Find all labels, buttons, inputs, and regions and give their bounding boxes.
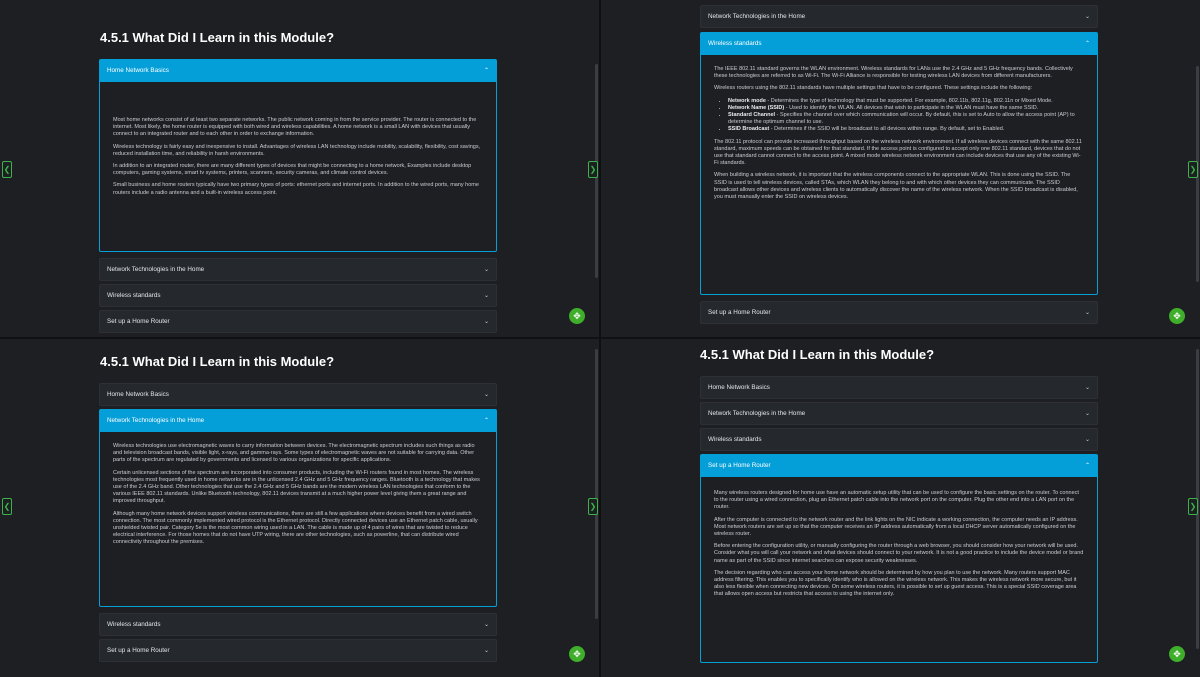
chevron-down-icon: ⌄ [1084, 437, 1090, 443]
chevron-right-icon: ❯ [589, 502, 597, 511]
navigation-fab-button[interactable] [569, 646, 585, 662]
navigation-fab-button[interactable] [1169, 308, 1185, 324]
paragraph: After the computer is connected to the network router and the link lights on the NIC indicate a working connection, the computer needs an IP address. Most network routers are set up so that the computer receives an IP address automatically from a local DHCP server automatically configured on the wireless router. [714, 516, 1078, 538]
accordion [700, 376, 1098, 669]
accordion-header-set-up-router[interactable] [700, 454, 1098, 477]
move-icon: ✥ [1173, 310, 1181, 321]
accordion-header-network-technologies[interactable] [99, 409, 497, 432]
accordion-label: Wireless standards [107, 621, 161, 628]
accordion-header-wireless-standards[interactable] [99, 284, 497, 307]
chevron-up-icon: ⌃ [1084, 41, 1090, 47]
list-item-text: - Used to identify the WLAN. All devices that wish to participate in the WLAN must have the same SSID. [784, 104, 1039, 111]
accordion-header-wireless-standards[interactable] [700, 32, 1098, 55]
accordion [99, 383, 497, 665]
list-item-term: Standard Channel [728, 112, 776, 119]
accordion-label: Home Network Basics [107, 67, 169, 74]
move-icon: ✥ [1173, 648, 1181, 659]
list-item [728, 105, 1084, 112]
panel-set-up-router [601, 339, 1200, 677]
paragraph: Wireless routers using the 802.11 standards have multiple settings that have to be configured. These settings include the following: [714, 85, 1033, 92]
panel-home-network-basics [0, 0, 599, 337]
paragraph: Although many home network devices support wireless communications, there are still a few applications where devices benefit from a wired switch connection. The most commonly implemented wired protocol is the Ethernet protocol. Directly connected devices use an Ethernet patch cable, usually unshielded twisted pair. Category 5e is the most common wiring used in a LAN. The cable is made up of 4 pairs of wires that are twisted to reduce electrical interference. For those homes that do not have UTP wiring, there are other technologies, such as powerline, that can distribute wired connectivity throughout the premises. [113, 510, 478, 546]
chevron-down-icon: ⌄ [483, 622, 489, 628]
paragraph: The IEEE 802.11 standard governs the WLAN environment. Wireless standards for LANs use the 2.4 GHz and 5 GHz frequency bands. Collectively these technologies are referred to as Wi-Fi. The Wi-Fi Alliance is responsible for testing wireless LAN devices from different manufacturers. [714, 66, 1073, 80]
list-item-term: SSID Broadcast [728, 126, 770, 133]
accordion-label: Home Network Basics [107, 391, 169, 398]
paragraph: Wireless technologies use electromagnetic waves to carry information between devices. The electromagnetic spectrum includes such things as radio and television broadcast bands, visible light, x-rays, and gamma-rays. Some types of electromagnetic waves are not suitable for carrying data. Other parts of the spectrum are regulated by governments and licensed to various organizations for specific applications. [113, 443, 475, 464]
paragraph: When building a wireless network, it is important that the wireless components connect to the appropriate WLAN. This is done using the SSID. The SSID is used to tell wireless devices, called STAs, which WLAN they belong to and with which other devices they can communicate. The SSID broadcast allows other devices and wireless clients to automatically discover the name of the wireless network. When the SSID broadcast is disabled, you must manually enter the SSID on wireless devices. [714, 172, 1078, 201]
accordion [99, 59, 497, 336]
scrollbar[interactable] [595, 349, 598, 619]
paragraph: Wireless technology is fairly easy and inexpensive to install. Advantages of wireless LAN technology include mobility, scalability, flexibility, cost savings, reduced installation time, and reliability in harsh environments. [113, 143, 481, 157]
chevron-down-icon: ⌄ [1084, 310, 1090, 316]
chevron-up-icon: ⌃ [483, 418, 489, 424]
paragraph: The decision regarding who can access your home network should be determined by how you plan to use the network. Many routers support MAC address filtering. This enables you to specifically identify who is allowed on the wireless network. This makes the wireless network more secure, but it also less flexible when connecting new devices. On some wireless routers, it is possible to set up guest access. This is a special SSID coverage area that allows open access but restricts that access to using the internet only. [714, 569, 1077, 598]
move-icon: ✥ [573, 648, 581, 659]
paragraph: Before entering the configuration utility, or manually configuring the router through a web browser, you should consider how your network will be used. Consider what you will call your network and what devices should connect to your network. It is not a good practice to include the device model or brand name as part of the SSID since internet searches can expose security weaknesses. [714, 543, 1084, 564]
paragraph: The 802.11 protocol can provide increased throughput based on the wireless network environment. If all wireless devices connect with the same 802.11 standard, maximum speeds can be obtained for that standard. If the access point is configured to accept only one 802.11 standard, devices that do not use that standard cannot connect to the access point. A mixed mode wireless network environment can include devices that use any of the existing Wi-Fi standards. [714, 138, 1082, 167]
chevron-down-icon: ⌄ [1084, 14, 1090, 20]
accordion-header-wireless-standards[interactable] [99, 613, 497, 636]
accordion-header-network-technologies[interactable] [700, 5, 1098, 28]
next-page-button[interactable] [1188, 161, 1198, 178]
accordion-header-home-network-basics[interactable] [99, 383, 497, 406]
paragraph: In addition to an integrated router, there are many different types of devices that might be connecting to a home network, Examples include desktop computers, gaming systems, smart tv systems, printers, scanners, security cameras, and climate control devices. [113, 163, 472, 177]
chevron-down-icon: ⌄ [483, 648, 489, 654]
chevron-left-icon: ❮ [3, 502, 11, 511]
accordion-label: Set up a Home Router [708, 462, 771, 469]
accordion-header-set-up-router[interactable] [99, 639, 497, 662]
accordion-label: Network Technologies in the Home [708, 410, 806, 417]
page-title: 4.5.1 What Did I Learn in this Module? [700, 347, 935, 362]
list-item-text: - Determines the type of technology that must be supported. For example, 802.11b, 802.11g, 802.11n or Mixed Mode. [765, 97, 1053, 104]
previous-page-button[interactable] [2, 498, 12, 515]
next-page-button[interactable] [1188, 498, 1198, 515]
chevron-right-icon: ❯ [589, 165, 597, 174]
accordion-header-wireless-standards[interactable] [700, 428, 1098, 451]
accordion-header-network-technologies[interactable] [700, 402, 1098, 425]
accordion-body [99, 432, 497, 607]
accordion-label: Set up a Home Router [708, 309, 771, 316]
accordion-header-set-up-router[interactable] [99, 310, 497, 333]
list-item [728, 98, 1084, 105]
accordion-body [700, 55, 1098, 295]
accordion [700, 5, 1098, 327]
chevron-down-icon: ⌄ [483, 392, 489, 398]
accordion-body [700, 477, 1098, 663]
accordion-label: Set up a Home Router [107, 318, 170, 325]
accordion-label: Network Technologies in the Home [107, 417, 205, 424]
chevron-down-icon: ⌄ [483, 267, 489, 273]
accordion-label: Wireless standards [708, 436, 762, 443]
accordion-body [99, 82, 497, 252]
accordion-header-home-network-basics[interactable] [99, 59, 497, 82]
paragraph: Most home networks consist of at least two separate networks. The public network coming in from the service provider. The router is connected to the internet. Most likely, the home router is equipped with both wired and wireless capabilities. A home network is a small LAN with devices that usually connect to an integrated router and to each other in order to exchange information. [113, 117, 477, 138]
settings-list [714, 98, 1084, 134]
accordion-label: Network Technologies in the Home [107, 266, 205, 273]
panel-wireless-standards [601, 0, 1200, 337]
previous-page-button[interactable] [2, 161, 12, 178]
panel-network-technologies [0, 339, 599, 677]
list-item [728, 126, 1084, 133]
next-page-button[interactable] [588, 161, 598, 178]
accordion-label: Home Network Basics [708, 384, 770, 391]
accordion-label: Wireless standards [708, 40, 762, 47]
chevron-right-icon: ❯ [1189, 502, 1197, 511]
list-item-text: - Determines if the SSID will be broadcast to all devices within range. By default, set to Enabled. [769, 126, 1005, 133]
accordion-header-home-network-basics[interactable] [700, 376, 1098, 399]
accordion-label: Set up a Home Router [107, 647, 170, 654]
chevron-up-icon: ⌃ [483, 68, 489, 74]
page-title: 4.5.1 What Did I Learn in this Module? [100, 30, 335, 45]
list-item-term: Network Name (SSID) [728, 104, 785, 111]
navigation-fab-button[interactable] [1169, 646, 1185, 662]
accordion-label: Wireless standards [107, 292, 161, 299]
accordion-header-set-up-router[interactable] [700, 301, 1098, 324]
chevron-down-icon: ⌄ [483, 293, 489, 299]
paragraph: Small business and home routers typically have two primary types of ports: ethernet ports and internet ports. In addition to the wired ports, many home routers include a radio antenna and a built-in wireless access point. [113, 182, 479, 196]
page-title: 4.5.1 What Did I Learn in this Module? [100, 354, 335, 369]
accordion-label: Network Technologies in the Home [708, 13, 806, 20]
move-icon: ✥ [573, 310, 581, 321]
chevron-down-icon: ⌄ [1084, 385, 1090, 391]
paragraph: Certain unlicensed sections of the spectrum are incorporated into consumer products, including the Wi-Fi routers found in most homes. The wireless technologies most frequently used in home networks are in the unlicensed 2.4 GHz and 5 GHz frequency ranges. Bluetooth is a technology that makes use of the 2.4 GHz band. Other technologies that use the 2.4 GHz and 5 GHz bands are the modern wireless LAN technologies that conform to the various IEEE 802.11 standards. Unlike Bluetooth technology, 802.11 devices transmit at a much higher power level giving them a great range and improved throughput. [113, 469, 480, 505]
chevron-up-icon: ⌃ [1084, 463, 1090, 469]
chevron-down-icon: ⌄ [1084, 411, 1090, 417]
list-item-term: Network mode [728, 97, 766, 104]
chevron-down-icon: ⌄ [483, 319, 489, 325]
navigation-fab-button[interactable] [569, 308, 585, 324]
next-page-button[interactable] [588, 498, 598, 515]
paragraph: Many wireless routers designed for home use have an automatic setup utility that can be used to configure the basic settings on the router. To connect to the router using a wired connection, plug an Ethernet patch cable into the network port on the computer. Plug the other end into a LAN port on the router. [714, 490, 1079, 511]
list-item [728, 112, 1084, 126]
list-item-text: - Specifies the channel over which communication will occur. By default, this is set to Auto to allow the access point (AP) to determine the optimum channel to use. [728, 112, 1075, 126]
accordion-header-network-technologies[interactable] [99, 258, 497, 281]
chevron-left-icon: ❮ [3, 165, 11, 174]
chevron-right-icon: ❯ [1189, 165, 1197, 174]
